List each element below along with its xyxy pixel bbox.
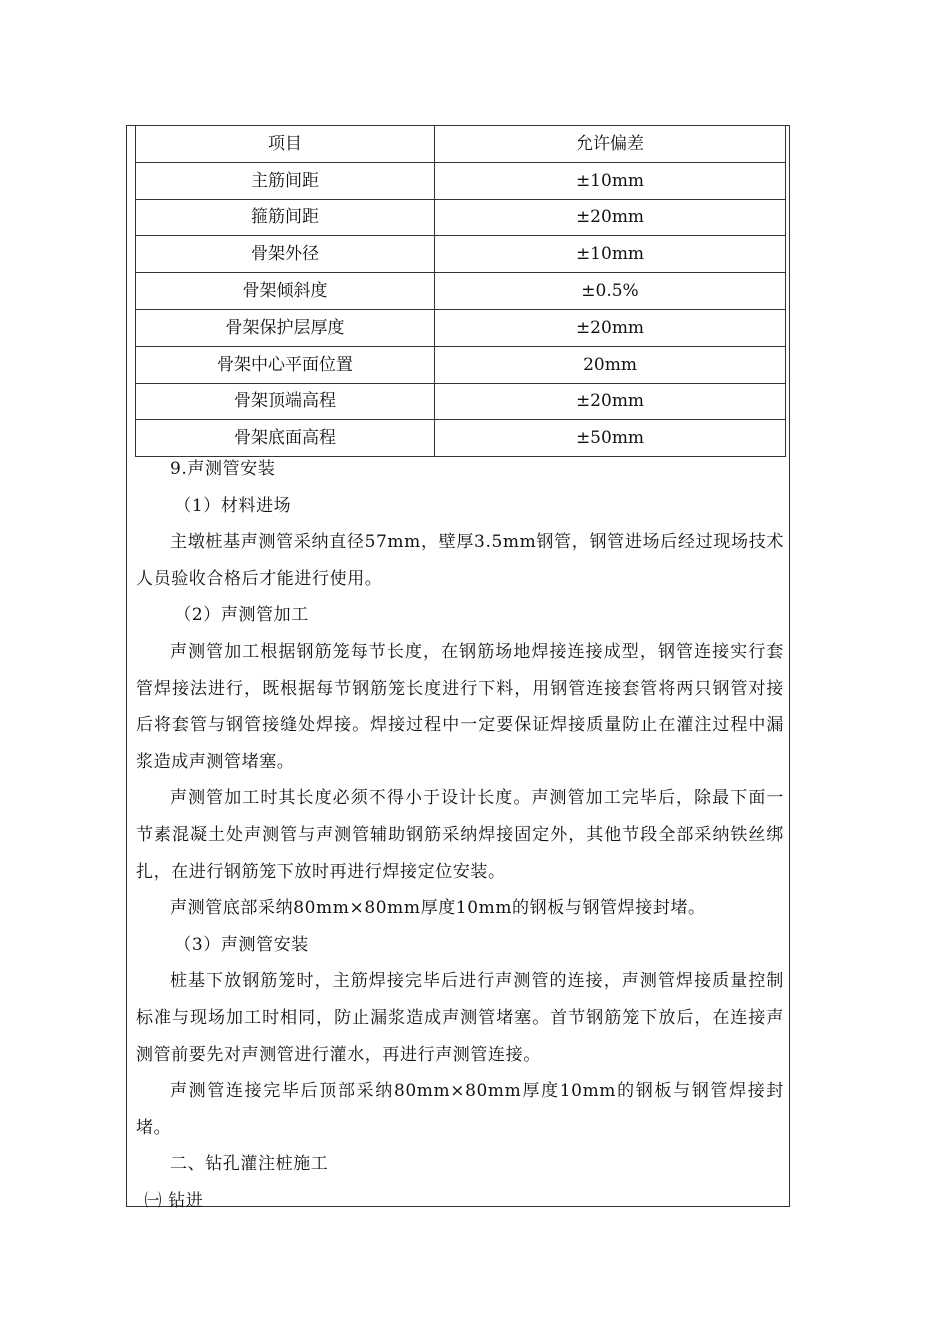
tolerance-table <box>135 125 786 457</box>
section-9-title: 9.声测管安装 <box>170 459 276 479</box>
row-item: 主筋间距 <box>136 162 435 199</box>
subsection-3-title: （3）声测管安装 <box>174 934 309 955</box>
table-row <box>136 383 786 420</box>
table-row <box>136 346 786 383</box>
row-item: 骨架保护层厚度 <box>136 309 435 346</box>
table-header-row <box>136 126 786 163</box>
row-tolerance: ±20mm <box>435 199 786 236</box>
row-item: 骨架中心平面位置 <box>136 346 435 383</box>
table-row <box>136 236 786 273</box>
row-tolerance: 20mm <box>435 346 786 383</box>
paragraph: 桩基下放钢筋笼时，主筋焊接完毕后进行声测管的连接，声测管焊接质量控制标准与现场加工时相同，防止漏浆造成声测管堵塞。首节钢筋笼下放后，在连接声测管前要先对声测管进行灌水，再进行声测管连接。 <box>136 971 784 1065</box>
table-row <box>136 162 786 199</box>
row-item: 骨架顶端高程 <box>136 383 435 420</box>
paragraph: 声测管加工根据钢筋笼每节长度，在钢筋场地焊接连接成型，钢管连接实行套管焊接法进行，既根据每节钢筋笼长度进行下料，用钢管连接套管将两只钢管对接后将套管与钢管接缝处焊接。焊接过程中一定要保证焊接质量防止在灌注过程中漏浆造成声测管堵塞。 <box>136 641 784 772</box>
subsection-2-title: （2）声测管加工 <box>174 605 309 626</box>
paragraph: 声测管底部采纳80mm×80mm厚度10mm的钢板与钢管焊接封堵。 <box>170 898 706 919</box>
row-tolerance: ±20mm <box>435 309 786 346</box>
subsection-1-title: （1）材料进场 <box>174 495 292 516</box>
row-tolerance: ±50mm <box>435 420 786 457</box>
table-row <box>136 309 786 346</box>
row-tolerance: ±10mm <box>435 162 786 199</box>
paragraph: 主墩桩基声测管采纳直径57mm，壁厚3.5mm钢管，钢管进场后经过现场技术人员验收合格后才能进行使用。 <box>136 532 784 589</box>
paragraph: 声测管加工时其长度必须不得小于设计长度。声测管加工完毕后，除最下面一节素混凝土处声测管与声测管辅助钢筋采纳焊接固定外，其他节段全部采纳铁丝绑扎，在进行钢筋笼下放时再进行焊接定位安装。 <box>136 788 784 882</box>
row-item: 箍筋间距 <box>136 199 435 236</box>
row-item: 骨架底面高程 <box>136 420 435 457</box>
body-text <box>136 451 784 1219</box>
part-2-subsection-1: ㈠ 钻进 <box>144 1190 204 1211</box>
row-tolerance: ±20mm <box>435 383 786 420</box>
row-item: 骨架外径 <box>136 236 435 273</box>
table-row <box>136 273 786 310</box>
row-item: 骨架倾斜度 <box>136 273 435 310</box>
header-item: 项目 <box>136 126 435 163</box>
row-tolerance: ±10mm <box>435 236 786 273</box>
table-row <box>136 199 786 236</box>
row-tolerance: ±0.5% <box>435 273 786 310</box>
part-2-title: 二、钻孔灌注桩施工 <box>170 1154 329 1175</box>
header-tolerance: 允许偏差 <box>435 126 786 163</box>
paragraph: 声测管连接完毕后顶部采纳80mm×80mm厚度10mm的钢板与钢管焊接封堵。 <box>136 1081 784 1138</box>
